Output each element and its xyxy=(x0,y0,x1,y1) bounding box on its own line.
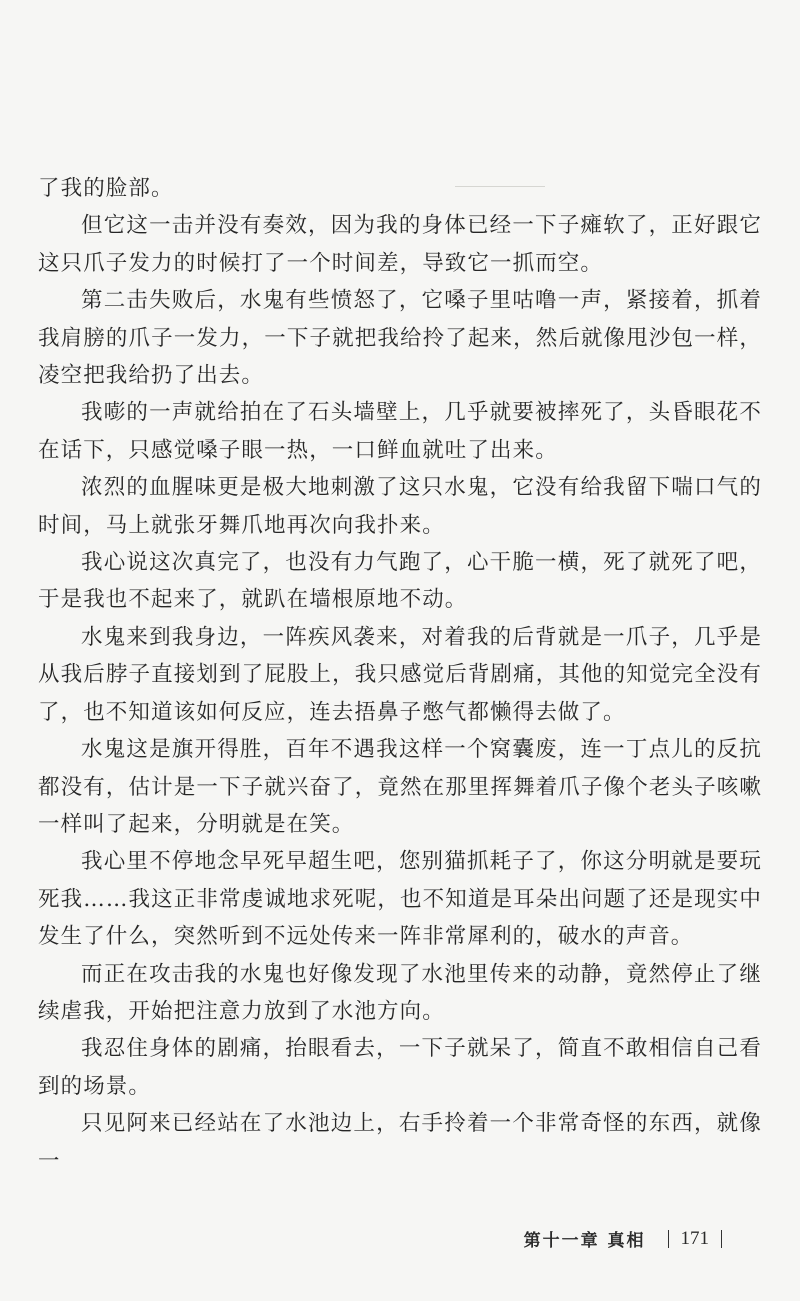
chapter-title: 第十一章 真相 xyxy=(523,1231,646,1251)
paragraph: 而正在攻击我的水鬼也好像发现了水池里传来的动静，竟然停止了继续虐我，开始把注意力放到了水池方向。 xyxy=(38,961,762,1024)
paragraph: 但它这一击并没有奏效，因为我的身体已经一下子瘫软了，正好跟它这只爪子发力的时候打了一个时间差，导致它一抓而空。 xyxy=(38,213,762,276)
paragraph: 我心里不停地念早死早超生吧，您别猫抓耗子了，你这分明就是要玩死我……我这正非常虔诚地求死呢，也不知道是耳朵出问题了还是现实中发生了什么，突然听到不远处传来一阵非常犀利的，破水的声音。 xyxy=(38,849,762,950)
body-text xyxy=(38,170,762,1180)
paragraph: 我心说这次真完了，也没有力气跑了，心干脆一横，死了就死了吧，于是我也不起来了，就趴在墙根原地不动。 xyxy=(38,550,762,613)
paragraph: 我嘭的一声就给拍在了石头墙壁上，几乎就要被摔死了，头昏眼花不在话下，只感觉嗓子眼一热，一口鲜血就吐了出来。 xyxy=(38,400,762,463)
footer-divider xyxy=(721,1230,722,1248)
paragraph: 只见阿来已经站在了水池边上，右手拎着一个非常奇怪的东西，就像一 xyxy=(38,1111,762,1174)
page-footer xyxy=(524,1226,722,1251)
paragraph: 水鬼来到我身边，一阵疾风袭来，对着我的后背就是一爪子，几乎是从我后脖子直接划到了屁股上，我只感觉后背剧痛，其他的知觉完全没有了，也不知道该如何反应，连去捂鼻子憋气都懒得去做了。 xyxy=(38,624,762,725)
paragraph: 浓烈的血腥味更是极大地刺激了这只水鬼，它没有给我留下喘口气的时间，马上就张牙舞爪地再次向我扑来。 xyxy=(38,475,762,538)
footer-divider xyxy=(668,1230,669,1248)
paragraph: 第二击失败后，水鬼有些愤怒了，它嗓子里咕噜一声，紧接着，抓着我肩膀的爪子一发力，一下子就把我给拎了起来，然后就像甩沙包一样，凌空把我给扔了出去。 xyxy=(38,288,762,389)
paragraph: 了我的脸部。 xyxy=(38,176,174,201)
page-number: 171 xyxy=(680,1227,709,1249)
paragraph: 我忍住身体的剧痛，抬眼看去，一下子就呆了，简直不敢相信自己看到的场景。 xyxy=(38,1036,762,1099)
paragraph: 水鬼这是旗开得胜，百年不遇我这样一个窝囊废，连一丁点儿的反抗都没有，估计是一下子就兴奋了，竟然在那里挥舞着爪子像个老头子咳嗽一样叫了起来，分明就是在笑。 xyxy=(38,737,762,837)
